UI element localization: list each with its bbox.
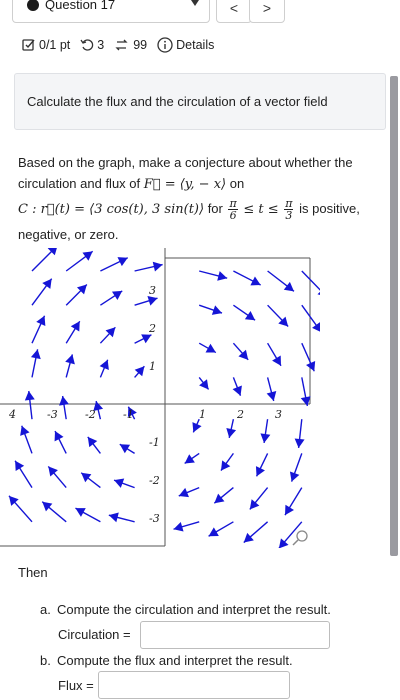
x-tick-label: 4 (9, 408, 16, 421)
field-arrowhead (226, 428, 236, 438)
field-arrowhead (112, 291, 122, 300)
submissions-count: 99 (133, 38, 148, 52)
vector-field-svg (0, 248, 320, 548)
field-arrowhead (109, 513, 119, 523)
x-tick-label: -2 (85, 408, 96, 421)
field-arrowhead (82, 251, 92, 260)
field-arrowhead (312, 322, 320, 332)
vector-field-graph (0, 248, 320, 551)
part-b: b. Compute the flux and interpret the result. (40, 653, 293, 668)
retry-icon (80, 38, 94, 52)
y-tick-label: 1 (149, 360, 156, 373)
field-arrowhead (31, 349, 41, 359)
upper-bound-fraction: $\frac{\pi}{3}$ (285, 197, 293, 223)
then-text: Then (18, 565, 48, 580)
field-arrowhead (185, 454, 195, 463)
field-arrowhead (214, 494, 224, 504)
y-tick-label: 2 (149, 322, 156, 335)
x-tick-label: -3 (47, 408, 58, 421)
vector-field-formula: F⃗ = ⟨y, − x⟩ (143, 177, 227, 192)
question-line-4: negative, or zero. (18, 227, 119, 243)
field-arrowhead (153, 262, 163, 272)
field-arrowhead (59, 396, 69, 406)
field-arrowhead (285, 505, 294, 515)
question-select[interactable] (12, 0, 210, 23)
field-arrow (302, 271, 320, 297)
scrollbar[interactable] (390, 76, 398, 556)
field-arrowhead (217, 271, 227, 281)
status-dot-icon (27, 0, 39, 11)
x-tick-label: 1 (199, 408, 206, 421)
part-a: a. Compute the circulation and interpret the result. (40, 602, 331, 617)
x-tick-label: 2 (237, 408, 244, 421)
y-tick-label: 3 (149, 284, 156, 297)
field-arrowhead (260, 433, 270, 443)
prev-question-button[interactable]: < (216, 0, 252, 23)
question-meta (22, 36, 214, 54)
top-bar (0, 0, 400, 26)
zoom-icon[interactable] (293, 531, 307, 545)
flux-label: Flux = (58, 678, 94, 693)
y-tick-label: -3 (149, 512, 160, 525)
submissions-icon (114, 38, 130, 52)
question-line-2: circulation and flux of F⃗ = ⟨y, − x⟩ on (18, 176, 245, 192)
field-arrowhead (65, 354, 75, 364)
score-text: 0/1 pt (39, 38, 71, 52)
field-arrowhead (250, 499, 260, 509)
question-label: Question 17 (45, 0, 116, 12)
lower-bound-fraction: $\frac{\pi}{6}$ (229, 197, 237, 223)
retries-count: 3 (97, 38, 105, 52)
field-arrowhead (120, 444, 130, 453)
circulation-input[interactable] (140, 621, 330, 649)
field-arrowhead (25, 391, 35, 401)
field-arrowhead (174, 522, 184, 532)
prompt-text: Calculate the flux and the circulation of a vector field (27, 94, 328, 109)
field-arrowhead (88, 437, 97, 447)
field-arrowhead (199, 379, 208, 389)
field-arrowhead (15, 461, 24, 471)
flux-input[interactable] (98, 671, 290, 699)
x-tick-label: 3 (275, 408, 282, 421)
field-arrowhead (245, 311, 255, 320)
chevron-down-icon (191, 0, 199, 6)
next-question-button[interactable]: > (249, 0, 285, 23)
question-prompt-box (14, 73, 386, 130)
circulation-label: Circulation = (58, 627, 131, 642)
field-arrowhead (267, 391, 277, 401)
x-tick-label: -1 (123, 408, 134, 421)
y-tick-label: -1 (149, 436, 160, 449)
field-arrowhead (42, 502, 52, 512)
field-arrowhead (301, 396, 311, 406)
details-link[interactable]: Details (176, 38, 215, 52)
question-text (18, 152, 386, 245)
field-arrowhead (48, 466, 58, 476)
edit-checkbox-icon (22, 38, 36, 52)
field-arrowhead (81, 473, 91, 482)
field-arrowhead (147, 296, 157, 306)
field-arrowhead (284, 282, 294, 291)
info-icon[interactable] (157, 37, 173, 53)
field-arrowhead (42, 279, 51, 289)
field-arrowhead (221, 460, 230, 470)
question-line-1: Based on the graph, make a conjecture about whether the (18, 155, 353, 170)
y-tick-label: -2 (149, 474, 160, 487)
field-arrowhead (295, 438, 305, 447)
field-arrowhead (71, 321, 80, 331)
question-line-3: C : r⃗(t) = ⟨3 cos(t), 3 sin(t)⟩ for $\frac{\pi}{6}$ ≤ t ≤ $\frac{\pi}{3}$ is positive, (18, 197, 360, 223)
curve-formula: C : r⃗(t) = ⟨3 cos(t), 3 sin(t)⟩ (18, 202, 205, 217)
